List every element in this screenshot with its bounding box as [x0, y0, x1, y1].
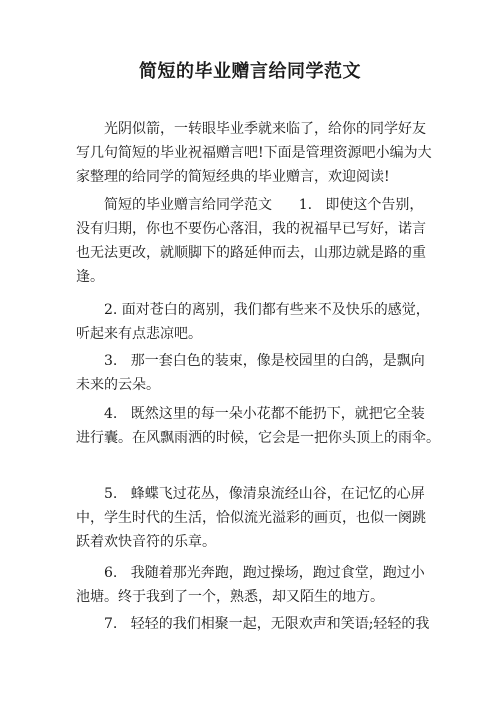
paragraph-line: 进行囊。在风飘雨洒的时候，它会是一把你头顶上的雨伞。	[76, 430, 440, 446]
paragraph-line: 5. 蜂蝶飞过花丛，像清泉流经山谷，在记忆的心屏	[104, 486, 425, 502]
blessing-item-3	[76, 349, 428, 397]
paragraph-line: 逢。	[76, 269, 104, 285]
paragraph-line: 家整理的给同学的简短经典的毕业赠言，欢迎阅读!	[76, 169, 390, 185]
paragraph-line: 光阴似箭，一转眼毕业季就来临了，给你的同学好友	[104, 121, 426, 137]
paragraph-line: 中，学生时代的生活，恰似流光溢彩的画页，也似一阕跳	[76, 510, 426, 526]
paragraph-line: 没有归期，你也不要伤心落泪，我的祝福早已写好，诺言	[76, 221, 426, 237]
paragraph-line: 3. 那一套白色的装束，像是校园里的白鸽，是飘向	[104, 353, 425, 369]
paragraph-line: 6. 我随着那光奔跑，跑过操场，跑过食堂，跑过小	[104, 565, 425, 581]
document-title: 简短的毕业赠言给同学范文	[139, 61, 361, 82]
paragraph-line: 也无法更改，就顺脚下的路延伸而去，山那边就是路的重	[76, 245, 426, 261]
paragraph-line: 写几句简短的毕业祝福赠言吧!下面是管理资源吧小编为大	[76, 145, 432, 161]
paragraph-line: 4. 既然这里的每一朵小花都不能扔下，就把它全装	[104, 406, 425, 422]
paragraph-line: 听起来有点悲凉吧。	[76, 326, 202, 342]
paragraph-line: 未来的云朵。	[76, 377, 160, 393]
intro-paragraph	[76, 117, 432, 189]
blessing-item-7	[76, 612, 428, 636]
blessing-item-1	[76, 193, 428, 289]
blessing-item-5	[76, 482, 428, 554]
paragraph-line: 7. 轻轻的我们相聚一起，无限欢声和笑语;轻轻的我	[104, 616, 430, 632]
paragraph-line: 简短的毕业赠言给同学范文 1. 即使这个告别，	[104, 197, 424, 213]
blessing-item-4	[76, 402, 440, 450]
paragraph-line: 跃着欢快音符的乐章。	[76, 534, 216, 550]
paragraph-line: 2. 面对苍白的离别，我们都有些来不及快乐的感觉，	[104, 302, 430, 318]
blessing-item-2	[76, 298, 428, 346]
blessing-item-6	[76, 561, 428, 609]
paragraph-line: 池塘。终于我到了一个，熟悉，却又陌生的地方。	[76, 589, 384, 605]
